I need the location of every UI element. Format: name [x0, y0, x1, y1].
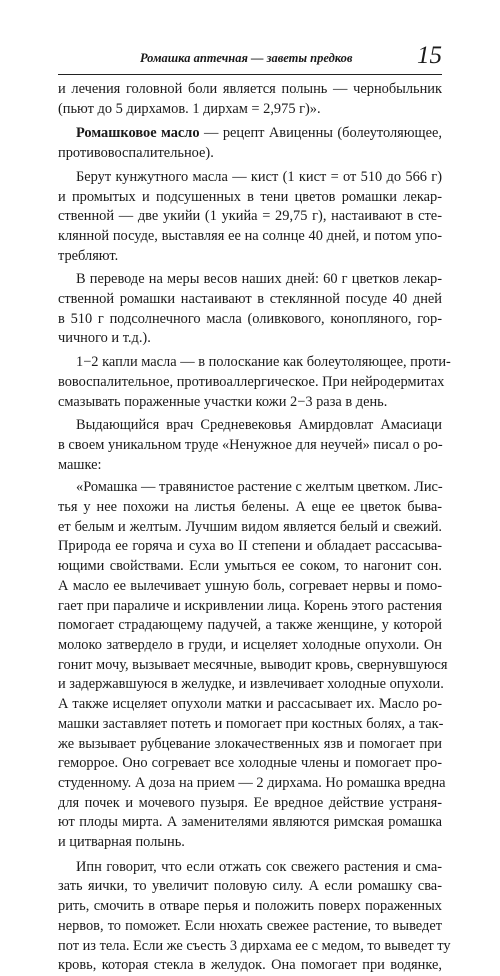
- text-line: ственной ромашки настаивают в стеклянной посуде 40 дней: [58, 291, 442, 308]
- paragraph: [58, 478, 448, 852]
- text-line: тья у нее похожи на листья белены. А еще ее цветок быва-: [58, 499, 442, 516]
- text-line: противовоспалительное).: [58, 145, 214, 162]
- text-line: в 510 г подсолнечного масла (оливкового, конопляного, гор-: [58, 310, 442, 327]
- text-line: геморрое. Оно согревает все холодные члены и помогает про-: [58, 755, 442, 772]
- text-line: молоко затвердело в груди, и исцеляет холодные опухоли. Он: [58, 636, 442, 653]
- page-number: 15: [417, 42, 442, 69]
- text-line: пот из тела. Если же съесть 3 дирхама ее с медом, то выведет ту: [58, 937, 451, 954]
- text-line: (пьют до 5 дирхамов. 1 дирхам = 2,975 г)».: [58, 100, 321, 117]
- text-line: зать яички, то увеличит половую силу. А если ромашку сва-: [58, 878, 442, 895]
- text-line: ют плоды мирта. А заменителями являются римская ромашка: [58, 814, 442, 831]
- running-header: [58, 42, 442, 75]
- paragraph: [58, 858, 451, 976]
- text-line: ет белым и желтым. Лучшим видом является белый и свежий.: [58, 518, 442, 535]
- paragraph: [58, 270, 442, 349]
- text-line: требляют.: [58, 247, 119, 264]
- text-line: чичного и т.д.).: [58, 330, 151, 347]
- text-line: Берут кунжутного масла — кист (1 кист = от 510 до 566 г): [76, 168, 442, 185]
- body-text: [58, 80, 451, 976]
- recipe-title: Ромашковое масло: [76, 125, 200, 142]
- text-line: в своем уникальном труде «Ненужное для неучей» писал о ро-: [58, 436, 443, 453]
- text-line: студенному. А доза на прием — 2 дирхама. Но ромашка вредна: [58, 774, 446, 791]
- text-line: [58, 124, 442, 144]
- text-line: ственной — две укийи (1 укийа = 29,75 г), настаивают в сте-: [58, 208, 442, 225]
- paragraph: [58, 124, 442, 163]
- running-title: Ромашка аптечная — заветы предков: [140, 51, 353, 65]
- paragraph: [58, 80, 442, 119]
- text-line: нервов, то поможет. Если нюхать свежее растение, то выведет: [58, 917, 442, 934]
- text-line: Природа ее горяча и суха во II степени и обладает рассасыва-: [58, 538, 442, 555]
- text-line: же вызывает рубцевание злокачественных язв и помогает при: [58, 735, 442, 752]
- text-line: и задержавшуюся в желудке, и извлечивает холодные опухоли.: [58, 676, 444, 693]
- text-line: клянной посуде, выставляя ее на солнце 40 дней, и потом упо-: [58, 227, 442, 244]
- text-line: и промытых и подсушенных в тени цветов ромашки лекар-: [58, 188, 442, 205]
- text-line: Ипн говорит, что если отжать сок свежего растения и сма-: [76, 858, 442, 875]
- paragraph: [58, 353, 451, 412]
- paragraph: [58, 416, 442, 475]
- text-line: гонит мочу, вызывает месячные, выводит кровь, свернувшуюся: [58, 656, 448, 673]
- text-line: и цитварная полынь.: [58, 834, 185, 851]
- text-line: вовоспалительное, противоаллергическое. При нейродермитах: [58, 373, 445, 390]
- text-line: машке:: [58, 456, 102, 473]
- text-line: гает при параличе и искривлении лица. Корень этого растения: [58, 597, 442, 614]
- text-line: А масло ее вылечивает ушную боль, согревает нервы и помо-: [58, 577, 442, 594]
- text-line: машки заставляет потеть и помогает при костных болях, а так-: [58, 715, 444, 732]
- text-line: 1−2 капли масла — в полоскание как болеутоляющее, проти-: [76, 354, 451, 371]
- text-line: помогает страдающему падучей, а также женщине, у которой: [58, 617, 442, 634]
- text-line: для почек и мочевого пузыря. Ее вредное действие устраня-: [58, 794, 442, 811]
- text-line: рить, смочить в отваре перья и положить поверх пораженных: [58, 898, 442, 915]
- text-line-rest: — рецепт Авиценны (болеутоляющее,: [199, 125, 443, 142]
- text-line: и лечения головной боли является полынь — чернобыльник: [58, 81, 442, 97]
- text-line: «Ромашка — травянистое растение с желтым цветком. Лис-: [76, 479, 443, 496]
- text-line: А также исцеляет опухоли матки и рассасывает их. Масло ро-: [58, 696, 442, 713]
- text-line: кровь, которая стекла в желудок. Она помогает при водянке,: [58, 957, 442, 974]
- text-line: В переводе на меры весов наших дней: 60 г цветков лекар-: [76, 271, 442, 288]
- text-line: ющими свойствами. Если умыться ее соком, то нагонит сон.: [58, 558, 442, 575]
- text-line: Выдающийся врач Средневековья Амирдовлат Амасиаци: [76, 417, 442, 434]
- text-line: смазывать пораженные участки кожи 2−3 раза в день.: [58, 393, 388, 410]
- paragraph: [58, 168, 442, 267]
